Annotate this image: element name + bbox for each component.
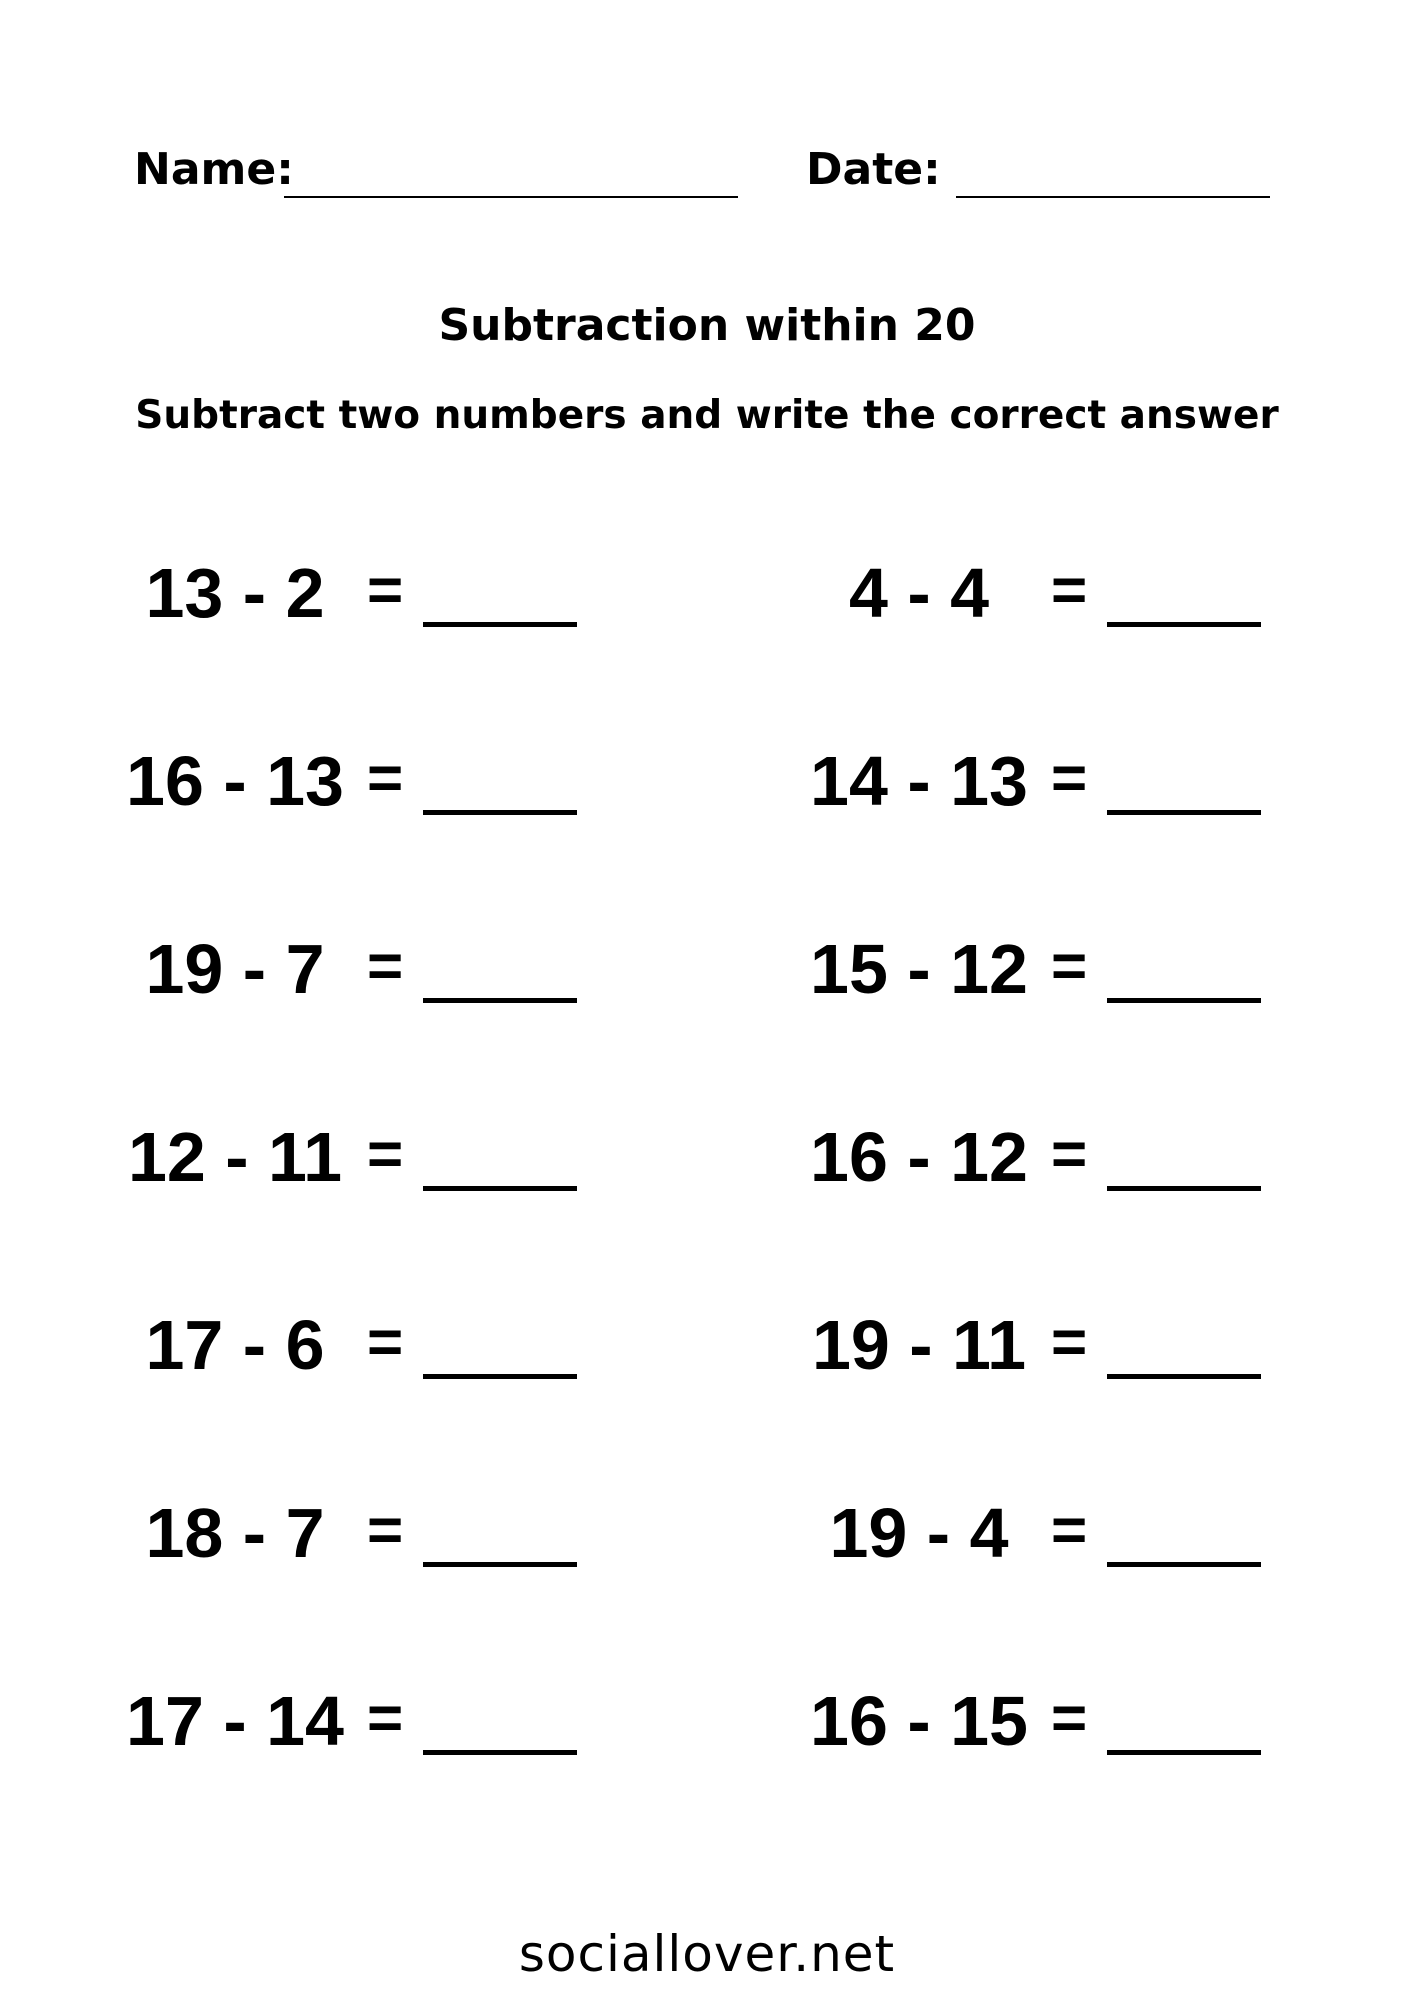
answer-blank[interactable]: [1107, 1186, 1261, 1191]
equals-sign: =: [367, 556, 404, 625]
problem: [789, 1666, 1309, 1776]
answer-blank[interactable]: [1107, 1374, 1261, 1379]
equals-sign: =: [367, 932, 404, 1001]
problem-expression: 14 - 13: [810, 742, 1028, 820]
problem-expression: 19 - 7: [145, 930, 325, 1008]
equals-sign: =: [1051, 1496, 1088, 1565]
problem-expression: 16 - 15: [810, 1682, 1028, 1760]
worksheet-instruction: Subtract two numbers and write the correct answer: [135, 393, 1279, 438]
equals-sign: =: [1051, 1308, 1088, 1377]
problem: [789, 914, 1309, 1024]
equals-sign: =: [1051, 932, 1088, 1001]
equals-sign: =: [1051, 1684, 1088, 1753]
name-label: Name:: [134, 144, 294, 195]
footer-website: sociallover.net: [518, 1925, 896, 1983]
equals-sign: =: [367, 1496, 404, 1565]
equals-sign: =: [367, 744, 404, 813]
problem: [105, 538, 625, 648]
answer-blank[interactable]: [423, 1186, 577, 1191]
problem-expression: 16 - 13: [126, 742, 344, 820]
problem: [789, 538, 1309, 648]
answer-blank[interactable]: [423, 1750, 577, 1755]
problem: [105, 1102, 625, 1212]
problem: [105, 914, 625, 1024]
answer-blank[interactable]: [1107, 622, 1261, 627]
problem-expression: 13 - 2: [145, 554, 325, 632]
problem-expression: 19 - 4: [829, 1494, 1009, 1572]
answer-blank[interactable]: [423, 1562, 577, 1567]
problem-expression: 15 - 12: [810, 930, 1028, 1008]
problem: [105, 1666, 625, 1776]
equals-sign: =: [1051, 1120, 1088, 1189]
answer-blank[interactable]: [423, 622, 577, 627]
problem: [789, 726, 1309, 836]
problem-expression: 12 - 11: [127, 1118, 343, 1196]
answer-blank[interactable]: [1107, 1750, 1261, 1755]
problem-expression: 4 - 4: [848, 554, 990, 632]
problem: [789, 1102, 1309, 1212]
problem: [789, 1290, 1309, 1400]
answer-blank[interactable]: [1107, 810, 1261, 815]
name-line[interactable]: [284, 196, 738, 198]
equals-sign: =: [367, 1684, 404, 1753]
problem-expression: 18 - 7: [145, 1494, 325, 1572]
equals-sign: =: [367, 1120, 404, 1189]
problem-expression: 17 - 6: [145, 1306, 325, 1384]
equals-sign: =: [1051, 744, 1088, 813]
answer-blank[interactable]: [1107, 998, 1261, 1003]
problem-expression: 17 - 14: [126, 1682, 344, 1760]
problem: [105, 726, 625, 836]
answer-blank[interactable]: [1107, 1562, 1261, 1567]
worksheet-title: Subtraction within 20: [438, 300, 976, 351]
equals-sign: =: [367, 1308, 404, 1377]
equals-sign: =: [1051, 556, 1088, 625]
problem-expression: 16 - 12: [810, 1118, 1028, 1196]
answer-blank[interactable]: [423, 1374, 577, 1379]
answer-blank[interactable]: [423, 810, 577, 815]
answer-blank[interactable]: [423, 998, 577, 1003]
date-line[interactable]: [956, 196, 1270, 198]
problem: [789, 1478, 1309, 1588]
date-label: Date:: [806, 144, 941, 195]
problem: [105, 1290, 625, 1400]
problem: [105, 1478, 625, 1588]
problem-expression: 19 - 11: [811, 1306, 1027, 1384]
